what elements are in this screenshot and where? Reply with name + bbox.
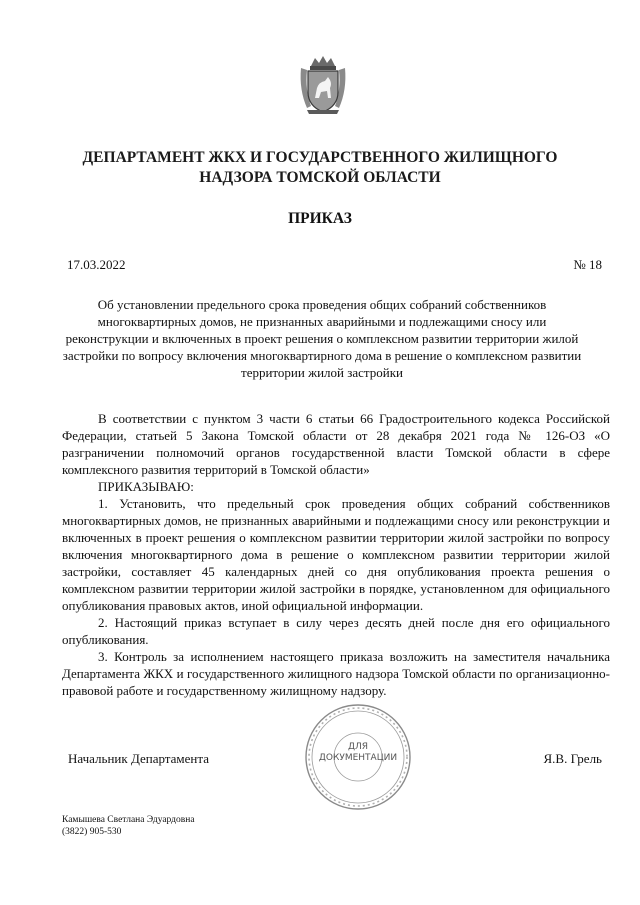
item-3-paragraph: 3. Контроль за исполнением настоящего приказа возложить на заместителя начальника Департамента ЖКХ и государственного жилищного надзора Томской области по организационно-правовой работе и государственному жилищному надзору. <box>62 649 610 698</box>
department-title <box>40 148 600 188</box>
tomsk-coat-of-arms-icon <box>297 54 349 116</box>
executor-phone: (3822) 905-530 <box>62 827 122 837</box>
preamble-paragraph: В соответствии с пунктом 3 части 6 статьи 66 Градостроительного кодекса Российской Федерации, статьей 5 Закона Томской области от 28 декабря 2021 года № 126-ОЗ «О разграничении полномочий органов государственной власти Томской области в сфере комплексного развития территорий в Томской области» <box>62 411 610 477</box>
department-title-line1: ДЕПАРТАМЕНТ ЖКХ И ГОСУДАРСТВЕННОГО ЖИЛИЩНОГО <box>82 149 558 166</box>
order-date: 17.03.2022 <box>67 257 126 272</box>
item-2-paragraph: 2. Настоящий приказ вступает в силу через десять дней после дня его официального опубликования. <box>62 615 610 647</box>
order-title: ПРИКАЗ <box>288 210 352 227</box>
stamp <box>303 702 413 812</box>
department-title-line2: НАДЗОРА ТОМСКОЙ ОБЛАСТИ <box>199 169 441 186</box>
signer-title: Начальник Департамента <box>68 751 209 766</box>
executor-name: Камышева Светлана Эдуардовна <box>62 815 195 825</box>
order-number: № 18 <box>573 257 602 272</box>
executor-info <box>62 814 195 838</box>
order-word: ПРИКАЗЫВАЮ: <box>98 479 194 494</box>
stamp-text-line2: ДОКУМЕНТАЦИИ <box>318 753 398 763</box>
item-1-paragraph: 1. Установить, что предельный срок проведения общих собраний собственников многоквартирных домов, не признанных аварийными и подлежащими сносу или реконструкции и включенных в проект решения о комплексном развитии территории жилой застройки по вопросу включения многоквартирного дома в решение о комплексном развитии территории жилой застройки, составляет 45 календарных дней со дня опубликования проекта решения о комплексном развитии территории жилой застройки в порядке, установленном для официального опубликования правовых актов, иной официальной информации. <box>62 496 610 613</box>
order-subject: Об установлении предельного срока проведения общих собраний собственников многоквартирных домов, не признанных аварийными и подлежащими сносу или реконструкции и включенных в проект решения о комплексном развитии территории жилой застройки по вопросу включения многоквартирного дома в решение о комплексном развитии территории жилой застройки <box>62 297 582 380</box>
stamp-text-line1: ДЛЯ <box>347 742 369 752</box>
signer-name: Я.В. Грель <box>543 751 602 766</box>
order-body <box>62 410 610 699</box>
